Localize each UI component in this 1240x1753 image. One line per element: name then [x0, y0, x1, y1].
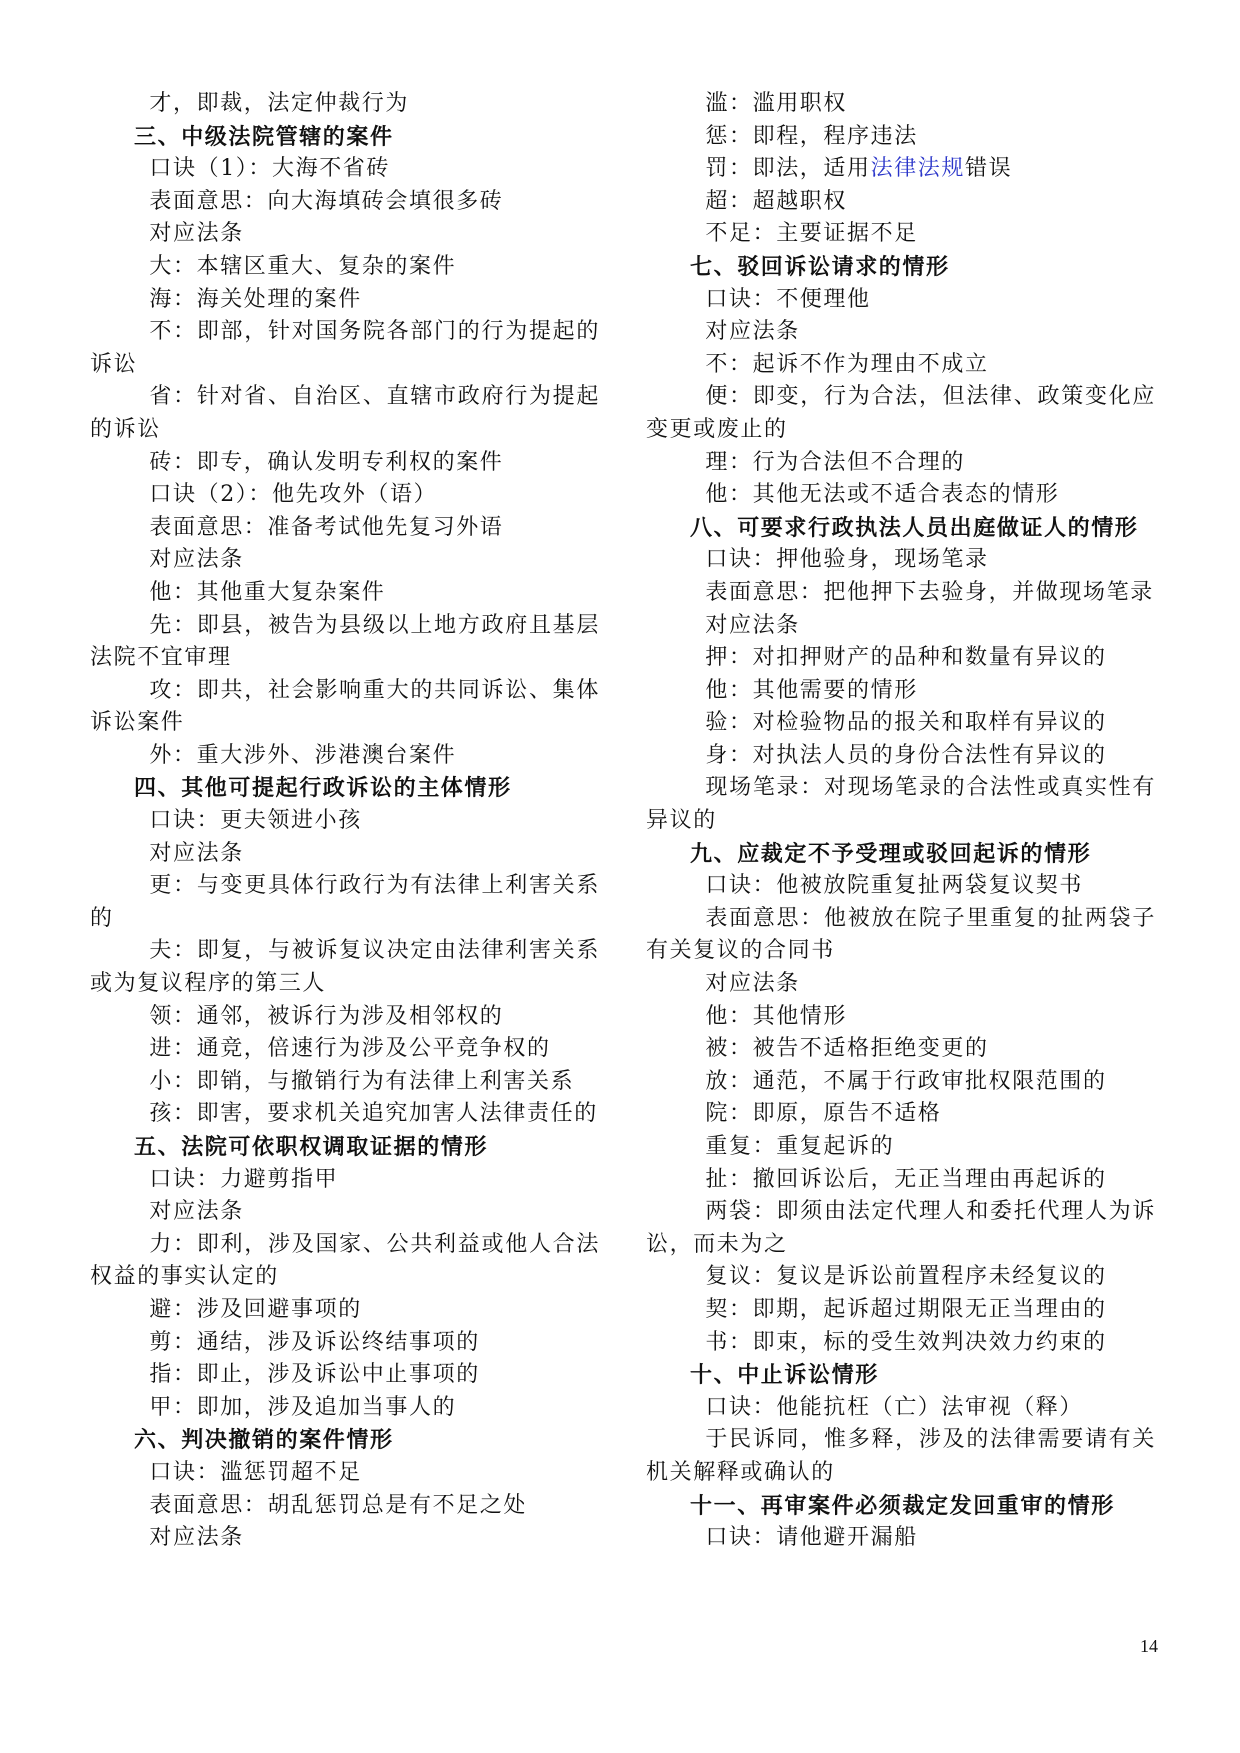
paragraph: 才，即裁，法定仲裁行为 — [149, 91, 409, 116]
paragraph-text-tail: 错误 — [965, 156, 1013, 182]
paragraph: 外：重大涉外、涉港澳台案件 — [149, 742, 457, 768]
paragraph: 不足：主要证据不足 — [705, 221, 918, 247]
paragraph: 省：针对省、自治区、直辖市政府行为提起的诉讼 — [90, 384, 600, 442]
paragraph: 口诀：请他避开漏船 — [705, 1525, 918, 1551]
paragraph: 对应法条 — [705, 612, 800, 638]
paragraph-text: 罚：即法，适用 — [705, 156, 871, 182]
paragraph: 表面意思：他被放在院子里重复的扯两袋子有关复议的合同书 — [646, 905, 1156, 964]
paragraph: 滥：滥用职权 — [705, 91, 847, 116]
paragraph: 更：与变更具体行政行为有法律上利害关系的 — [90, 873, 600, 931]
paragraph: 力：即利，涉及国家、公共利益或他人合法权益的事实认定的 — [90, 1231, 600, 1290]
paragraph: 口诀：力避剪指甲 — [149, 1166, 339, 1192]
paragraph: 表面意思：准备考试他先复习外语 — [149, 514, 504, 540]
right-column — [646, 88, 1156, 1555]
inline-link[interactable]: 法律法规 — [870, 156, 965, 182]
paragraph: 惩：即程，程序违法 — [705, 123, 918, 149]
paragraph: 对应法条 — [149, 840, 244, 866]
paragraph: 口诀（1）：大海不省砖 — [149, 156, 390, 182]
paragraph: 对应法条 — [149, 547, 244, 573]
paragraph: 剪：通结，涉及诉讼终结事项的 — [149, 1329, 480, 1355]
paragraph: 大：本辖区重大、复杂的案件 — [149, 253, 457, 279]
paragraph: 先：即县，被告为县级以上地方政府且基层法院不宜审理 — [90, 612, 600, 671]
paragraph: 口诀：不便理他 — [705, 286, 871, 312]
section-heading: 十、中止诉讼情形 — [690, 1362, 879, 1389]
paragraph: 他：其他重大复杂案件 — [149, 579, 386, 605]
section-heading: 四、其他可提起行政诉讼的主体情形 — [134, 775, 512, 802]
paragraph: 不：起诉不作为理由不成立 — [705, 351, 989, 377]
section-heading: 六、判决撤销的案件情形 — [134, 1427, 394, 1454]
paragraph: 对应法条 — [705, 319, 800, 345]
paragraph: 理：行为合法但不合理的 — [705, 449, 965, 475]
paragraph: 他：其他情形 — [705, 1003, 847, 1029]
paragraph: 院：即原，原告不适格 — [705, 1101, 942, 1127]
paragraph: 表面意思：向大海填砖会填很多砖 — [149, 188, 504, 214]
paragraph: 对应法条 — [149, 1199, 244, 1225]
paragraph: 对应法条 — [149, 1525, 244, 1551]
section-heading: 九、应裁定不予受理或驳回起诉的情形 — [690, 840, 1092, 867]
paragraph: 押：对扣押财产的品种和数量有异议的 — [705, 645, 1107, 671]
paragraph: 口诀：更夫领进小孩 — [149, 808, 362, 834]
paragraph: 于民诉同，惟多释，涉及的法律需要请有关机关解释或确认的 — [646, 1427, 1156, 1485]
paragraph: 小：即销，与撤销行为有法律上利害关系 — [149, 1068, 575, 1094]
paragraph: 书：即束，标的受生效判决效力约束的 — [705, 1329, 1107, 1355]
paragraph: 两袋：即须由法定代理人和委托代理人为诉讼，而未为之 — [646, 1199, 1156, 1257]
section-heading: 七、驳回诉讼请求的情形 — [690, 253, 950, 280]
paragraph: 进：通竞，倍速行为涉及公平竞争权的 — [149, 1036, 551, 1062]
paragraph: 超：超越职权 — [705, 188, 847, 214]
paragraph — [646, 153, 1156, 186]
paragraph: 领：通邻，被诉行为涉及相邻权的 — [149, 1003, 504, 1029]
paragraph: 夫：即复，与被诉复议决定由法律利害关系或为复议程序的第三人 — [90, 938, 600, 997]
paragraph: 对应法条 — [705, 971, 800, 997]
page-number: 14 — [1140, 1636, 1158, 1656]
paragraph: 口诀（2）：他先攻外（语） — [149, 482, 438, 508]
paragraph: 口诀：押他验身，现场笔录 — [705, 547, 989, 573]
paragraph: 被：被告不适格拒绝变更的 — [705, 1036, 989, 1062]
paragraph: 他：其他需要的情形 — [705, 677, 918, 703]
paragraph: 便：即变，行为合法，但法律、政策变化应变更或废止的 — [646, 384, 1156, 442]
paragraph: 表面意思：胡乱惩罚总是有不足之处 — [149, 1492, 527, 1518]
paragraph: 指：即止，涉及诉讼中止事项的 — [149, 1362, 480, 1388]
paragraph: 口诀：滥惩罚超不足 — [149, 1459, 362, 1485]
paragraph: 表面意思：把他押下去验身，并做现场笔录 — [705, 579, 1154, 605]
paragraph: 契：即期，起诉超过期限无正当理由的 — [705, 1296, 1107, 1322]
section-heading: 八、可要求行政执法人员出庭做证人的情形 — [690, 514, 1139, 541]
paragraph: 身：对执法人员的身份合法性有异议的 — [705, 742, 1107, 768]
paragraph: 对应法条 — [149, 221, 244, 247]
paragraph: 甲：即加，涉及追加当事人的 — [149, 1394, 457, 1420]
paragraph: 砖：即专，确认发明专利权的案件 — [149, 449, 504, 475]
paragraph: 口诀：他被放院重复扯两袋复议契书 — [705, 873, 1083, 899]
section-heading: 五、法院可依职权调取证据的情形 — [134, 1134, 489, 1160]
paragraph: 现场笔录：对现场笔录的合法性或真实性有异议的 — [646, 775, 1156, 834]
paragraph: 他：其他无法或不适合表态的情形 — [705, 482, 1060, 508]
paragraph: 口诀：他能抗枉（亡）法审视（释） — [705, 1394, 1083, 1420]
paragraph: 孩：即害，要求机关追究加害人法律责任的 — [149, 1101, 598, 1127]
paragraph: 海：海关处理的案件 — [149, 286, 362, 312]
paragraph: 重复：重复起诉的 — [705, 1134, 895, 1159]
paragraph: 扯：撤回诉讼后，无正当理由再起诉的 — [705, 1166, 1107, 1192]
paragraph: 放：通范，不属于行政审批权限范围的 — [705, 1068, 1107, 1094]
paragraph: 验：对检验物品的报关和取样有异议的 — [705, 710, 1107, 736]
section-heading: 十一、再审案件必须裁定发回重审的情形 — [690, 1492, 1115, 1519]
paragraph: 复议：复议是诉讼前置程序未经复议的 — [705, 1264, 1107, 1290]
paragraph: 不：即部，针对国务院各部门的行为提起的诉讼 — [90, 319, 600, 377]
left-column — [90, 88, 600, 1555]
paragraph: 避：涉及回避事项的 — [149, 1296, 362, 1322]
paragraph: 攻：即共，社会影响重大的共同诉讼、集体诉讼案件 — [90, 677, 600, 736]
section-heading: 三、中级法院管辖的案件 — [134, 123, 394, 150]
